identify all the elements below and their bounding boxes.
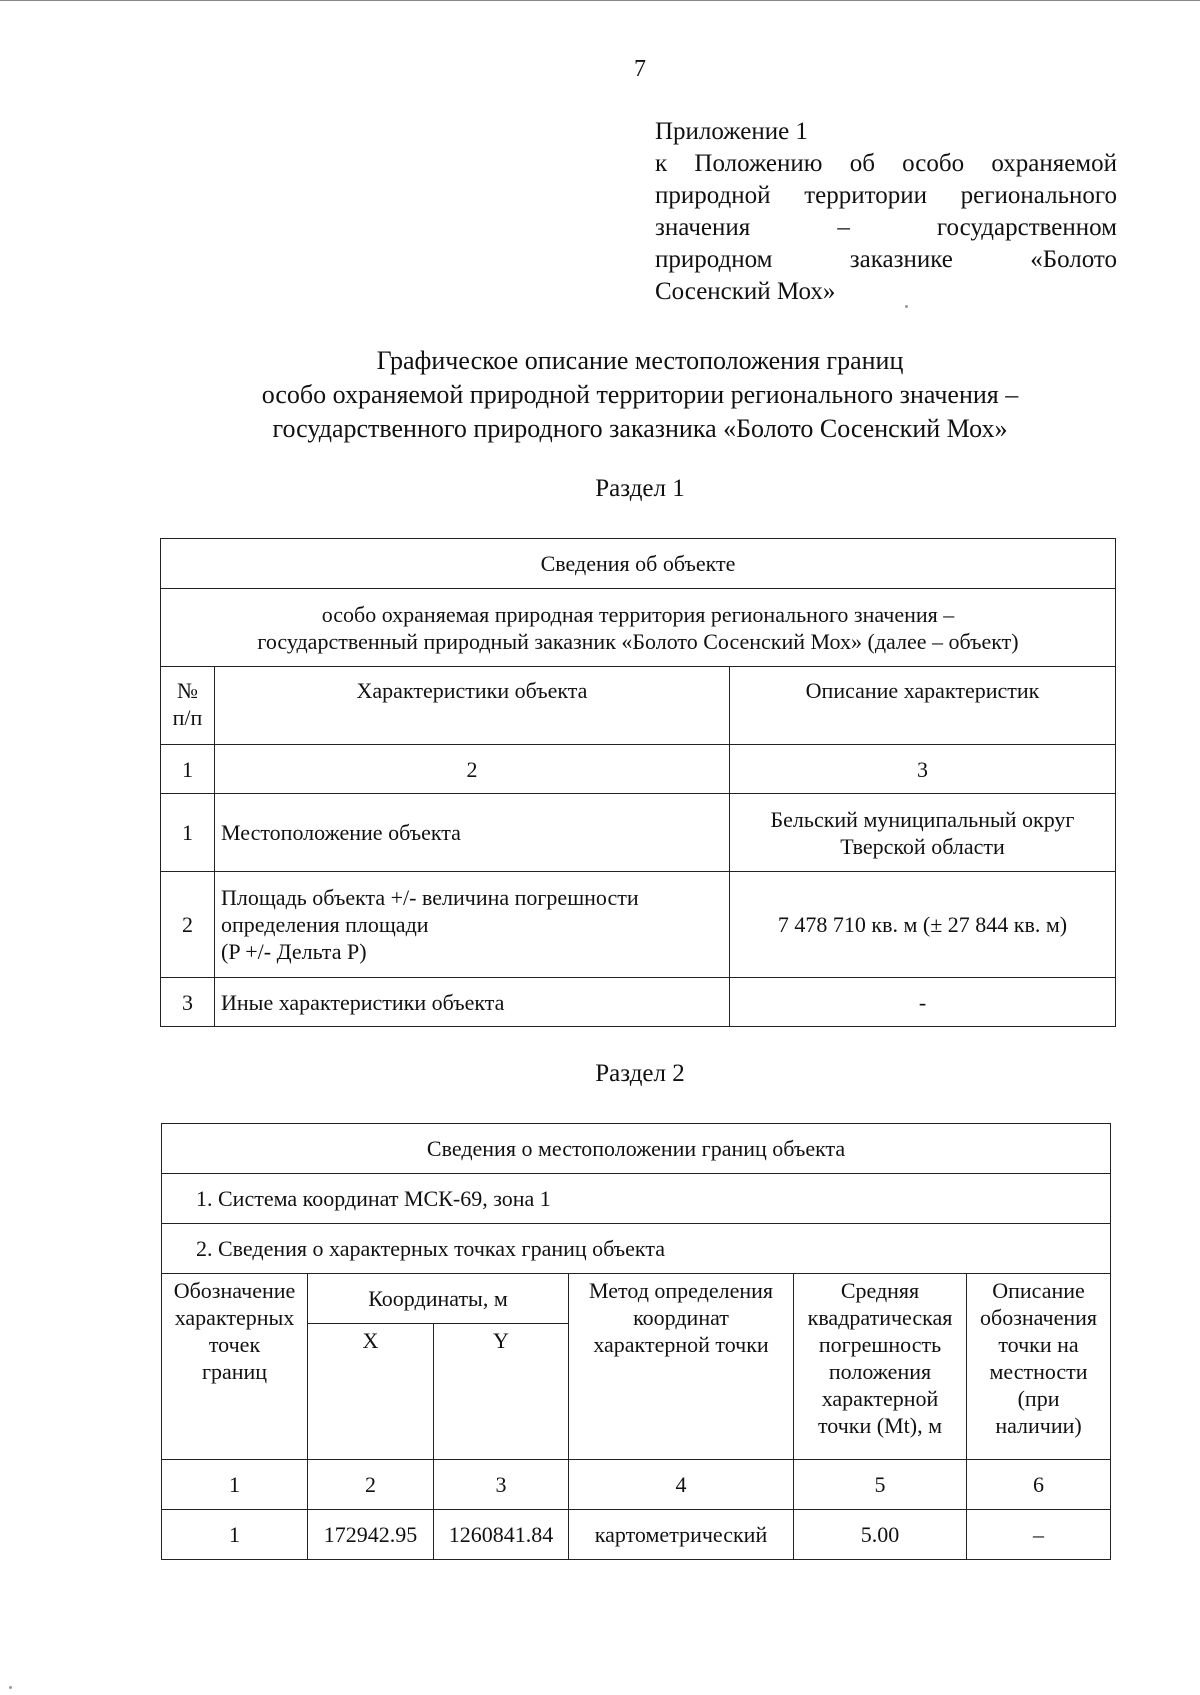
row-description: 7 478 710 кв. м (± 27 844 кв. м) <box>730 872 1116 978</box>
header-line: Описание <box>992 1278 1085 1303</box>
header-line: погрешность <box>818 1332 942 1357</box>
page-top-edge <box>0 0 1200 1</box>
object-name-line: особо охраняемая природная территория регионального значения – <box>321 601 955 627</box>
header-line: характерной <box>821 1386 939 1411</box>
header-line: точки (Mt), м <box>817 1413 943 1438</box>
row-characteristic-line: (P +/- Дельта P) <box>221 939 367 964</box>
object-name-line: государственный природный заказник «Болото Сосенский Мох» (далее – объект) <box>257 628 1019 654</box>
header-line: местности <box>989 1359 1088 1384</box>
table-row <box>161 978 1116 1027</box>
header-line: положения <box>828 1359 932 1384</box>
row-characteristic-line: Площадь объекта +/- величина погрешности <box>221 885 639 910</box>
document-title <box>150 344 1130 446</box>
appendix-header <box>655 116 1117 308</box>
title-line: Графическое описание местоположения границ <box>376 346 904 375</box>
object-name <box>161 589 1116 667</box>
column-number: 6 <box>967 1460 1111 1510</box>
header-num: № п/п <box>161 667 215 745</box>
header-x: X <box>308 1324 434 1460</box>
appendix-line: природной территории регионального <box>655 182 1117 209</box>
column-number: 1 <box>161 745 215 794</box>
scan-speck <box>9 1686 12 1689</box>
row-description <box>730 794 1116 872</box>
column-number: 5 <box>794 1460 967 1510</box>
section-1-heading: Раздел 1 <box>595 475 685 502</box>
header-coordinates: Координаты, м <box>308 1274 569 1324</box>
table-row <box>161 872 1116 978</box>
column-number: 2 <box>215 745 730 794</box>
header-line: (при <box>1017 1386 1060 1411</box>
point-error: 5.00 <box>794 1510 967 1560</box>
header-line: границ <box>201 1359 268 1384</box>
table-row <box>162 1510 1111 1560</box>
header-line: точки на <box>998 1332 1079 1357</box>
row-description: - <box>730 978 1116 1027</box>
point-x: 172942.95 <box>308 1510 434 1560</box>
header-method <box>569 1274 794 1460</box>
coordinate-system: 1. Система координат МСК-69, зона 1 <box>162 1174 1111 1224</box>
scan-speck <box>905 305 908 308</box>
row-characteristic <box>215 872 730 978</box>
points-title: 2. Сведения о характерных точках границ объекта <box>162 1224 1111 1274</box>
header-point-description <box>967 1274 1111 1460</box>
header-line: квадратическая <box>807 1305 953 1330</box>
header-designation <box>162 1274 308 1460</box>
header-line: Обозначение <box>173 1278 296 1303</box>
header-line: координат <box>633 1305 729 1330</box>
column-number: 2 <box>308 1460 434 1510</box>
header-line: наличии) <box>995 1413 1082 1438</box>
row-num: 1 <box>161 794 215 872</box>
boundary-points-table <box>161 1123 1111 1560</box>
table-row <box>161 794 1116 872</box>
row-num: 3 <box>161 978 215 1027</box>
title-line: государственного природного заказника «Болото Сосенский Мох» <box>272 414 1008 443</box>
row-description-line: Бельский муниципальный округ <box>770 806 1075 832</box>
point-y: 1260841.84 <box>434 1510 569 1560</box>
column-number: 3 <box>434 1460 569 1510</box>
header-line: характерной точки <box>593 1332 769 1357</box>
header-line: характерных <box>174 1305 295 1330</box>
column-number: 4 <box>569 1460 794 1510</box>
header-y: Y <box>434 1324 569 1460</box>
column-number: 3 <box>730 745 1116 794</box>
title-line: особо охраняемой природной территории регионального значения – <box>261 380 1019 409</box>
point-description: – <box>967 1510 1111 1560</box>
page-number: 7 <box>634 56 646 82</box>
header-characteristic: Характеристики объекта <box>215 667 730 745</box>
header-error <box>794 1274 967 1460</box>
row-characteristic-line: определения площади <box>221 912 429 937</box>
appendix-line: природном заказнике «Болото <box>655 246 1117 273</box>
header-description: Описание характеристик <box>730 667 1116 745</box>
appendix-line: Сосенский Мох» <box>655 278 836 305</box>
section-2-heading: Раздел 2 <box>595 1060 685 1087</box>
row-characteristic: Иные характеристики объекта <box>215 978 730 1027</box>
appendix-line: значения – государственном <box>655 214 1117 241</box>
row-num: 2 <box>161 872 215 978</box>
appendix-line: Приложение 1 <box>655 118 808 145</box>
header-line: Метод определения <box>588 1278 774 1303</box>
table-title: Сведения о местоположении границ объекта <box>162 1124 1111 1174</box>
appendix-line: к Положению об особо охраняемой <box>655 150 1117 177</box>
header-line: точек <box>208 1332 261 1357</box>
object-info-table <box>160 538 1116 1027</box>
header-line: Средняя <box>840 1278 920 1303</box>
header-line: обозначения <box>980 1305 1098 1330</box>
table-title: Сведения об объекте <box>161 539 1116 589</box>
column-number: 1 <box>162 1460 308 1510</box>
point-designation: 1 <box>162 1510 308 1560</box>
row-characteristic: Местоположение объекта <box>215 794 730 872</box>
point-method: картометрический <box>569 1510 794 1560</box>
row-description-line: Тверской области <box>840 833 1005 859</box>
